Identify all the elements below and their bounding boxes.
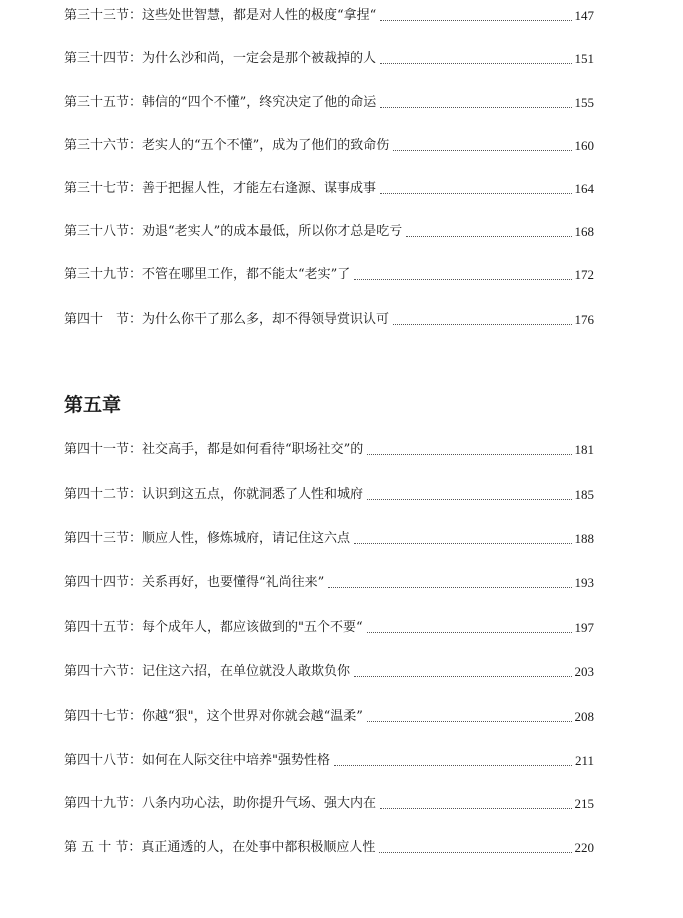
- toc-entry[interactable]: [64, 176, 594, 198]
- dot-leader: [354, 279, 571, 280]
- dot-leader: [367, 721, 572, 722]
- dot-leader: [334, 765, 572, 766]
- toc-entry-page: 147: [574, 8, 594, 23]
- toc-entry-title: 第四十七节：你越“狠"，这个世界对你就会越“温柔”: [64, 709, 363, 724]
- toc-entry-title: 第 五 十 节：真正通透的人，在处事中都积极顺应人性: [64, 840, 376, 855]
- toc-entry[interactable]: [64, 307, 594, 329]
- dot-leader: [380, 107, 571, 108]
- dot-leader: [380, 808, 571, 809]
- toc-entry-page: 211: [574, 753, 594, 768]
- toc-entry[interactable]: [64, 219, 594, 241]
- toc-entry[interactable]: [64, 90, 594, 112]
- toc-entry-page: 160: [574, 138, 594, 153]
- toc-entry[interactable]: [64, 46, 594, 68]
- toc-entry-title: 第四十三节：顺应人性，修炼城府，请记住这六点: [64, 531, 351, 546]
- toc-entry[interactable]: [64, 262, 594, 284]
- toc-entry-page: 164: [574, 181, 594, 196]
- toc-entry[interactable]: [64, 791, 594, 813]
- dot-leader: [393, 150, 571, 151]
- toc-entry[interactable]: [64, 704, 594, 726]
- toc-entry-page: 151: [574, 51, 594, 66]
- dot-leader: [393, 324, 571, 325]
- toc-entry-page: 208: [574, 709, 594, 724]
- toc-entry[interactable]: [64, 570, 594, 592]
- toc-entry-title: 第四十六节：记住这六招，在单位就没人敢欺负你: [64, 664, 351, 679]
- toc-entry-page: 193: [574, 575, 594, 590]
- toc-entry-title: 第四十一节：社交高手，都是如何看待“职场社交”的: [64, 442, 364, 457]
- toc-entry-title: 第三十三节：这些处世智慧，都是对人性的极度“拿捏“: [64, 8, 377, 23]
- dot-leader: [367, 632, 572, 633]
- toc-entry-page: 176: [574, 312, 594, 327]
- dot-leader: [406, 236, 571, 237]
- toc-entry[interactable]: [64, 615, 594, 637]
- toc-entry-title: 第四十 节：为什么你干了那么多，却不得领导赏识认可: [64, 312, 390, 327]
- toc-entry[interactable]: [64, 526, 594, 548]
- toc-entry-page: 155: [574, 95, 594, 110]
- toc-entry[interactable]: [64, 748, 594, 770]
- toc-entry-page: 220: [574, 840, 594, 855]
- dot-leader: [354, 676, 571, 677]
- dot-leader: [367, 499, 571, 500]
- toc-entry-page: 181: [574, 442, 594, 457]
- toc-entry-page: 203: [574, 664, 594, 679]
- toc-entry-title: 第三十四节：为什么沙和尚，一定会是那个被裁掉的人: [64, 51, 377, 66]
- toc-entry-title: 第四十九节：八条内功心法，助你提升气场、强大内在: [64, 796, 377, 811]
- dot-leader: [354, 543, 571, 544]
- chapter-heading: 第五章: [64, 394, 122, 416]
- toc-entry-title: 第四十四节：关系再好，也要懂得“礼尚往来”: [64, 575, 325, 590]
- toc-entry-title: 第四十八节：如何在人际交往中培养"强势性格: [64, 753, 330, 768]
- toc-entry-title: 第四十五节：每个成年人，都应该做到的"五个不要“: [64, 620, 363, 635]
- dot-leader: [367, 454, 571, 455]
- toc-entry[interactable]: [64, 3, 594, 25]
- toc-entry[interactable]: [64, 482, 594, 504]
- toc-entry-title: 第三十六节：老实人的“五个不懂”，成为了他们的致命伤: [64, 138, 390, 153]
- dot-leader: [380, 193, 571, 194]
- toc-entry-title: 第三十七节：善于把握人性，才能左右逢源、谋事成事: [64, 181, 377, 196]
- toc-entry-page: 172: [574, 267, 594, 282]
- toc-entry-page: 188: [574, 531, 594, 546]
- toc-entry-title: 第三十八节：劝退“老实人”的成本最低，所以你才总是吃亏: [64, 224, 403, 239]
- dot-leader: [379, 852, 571, 853]
- toc-entry-page: 197: [574, 620, 594, 635]
- toc-entry[interactable]: [64, 437, 594, 459]
- toc-entry-title: 第四十二节：认识到这五点，你就洞悉了人性和城府: [64, 487, 364, 502]
- toc-entry[interactable]: [64, 133, 594, 155]
- toc-entry[interactable]: [64, 835, 594, 857]
- toc-entry-page: 185: [574, 487, 594, 502]
- dot-leader: [380, 20, 571, 21]
- dot-leader: [380, 63, 571, 64]
- toc-entry-title: 第三十五节：韩信的“四个不懂”，终究决定了他的命运: [64, 95, 377, 110]
- dot-leader: [328, 587, 571, 588]
- toc-entry-page: 168: [574, 224, 594, 239]
- toc-entry-title: 第三十九节：不管在哪里工作，都不能太“老实”了: [64, 267, 351, 282]
- toc-entry-page: 215: [574, 796, 594, 811]
- toc-entry[interactable]: [64, 659, 594, 681]
